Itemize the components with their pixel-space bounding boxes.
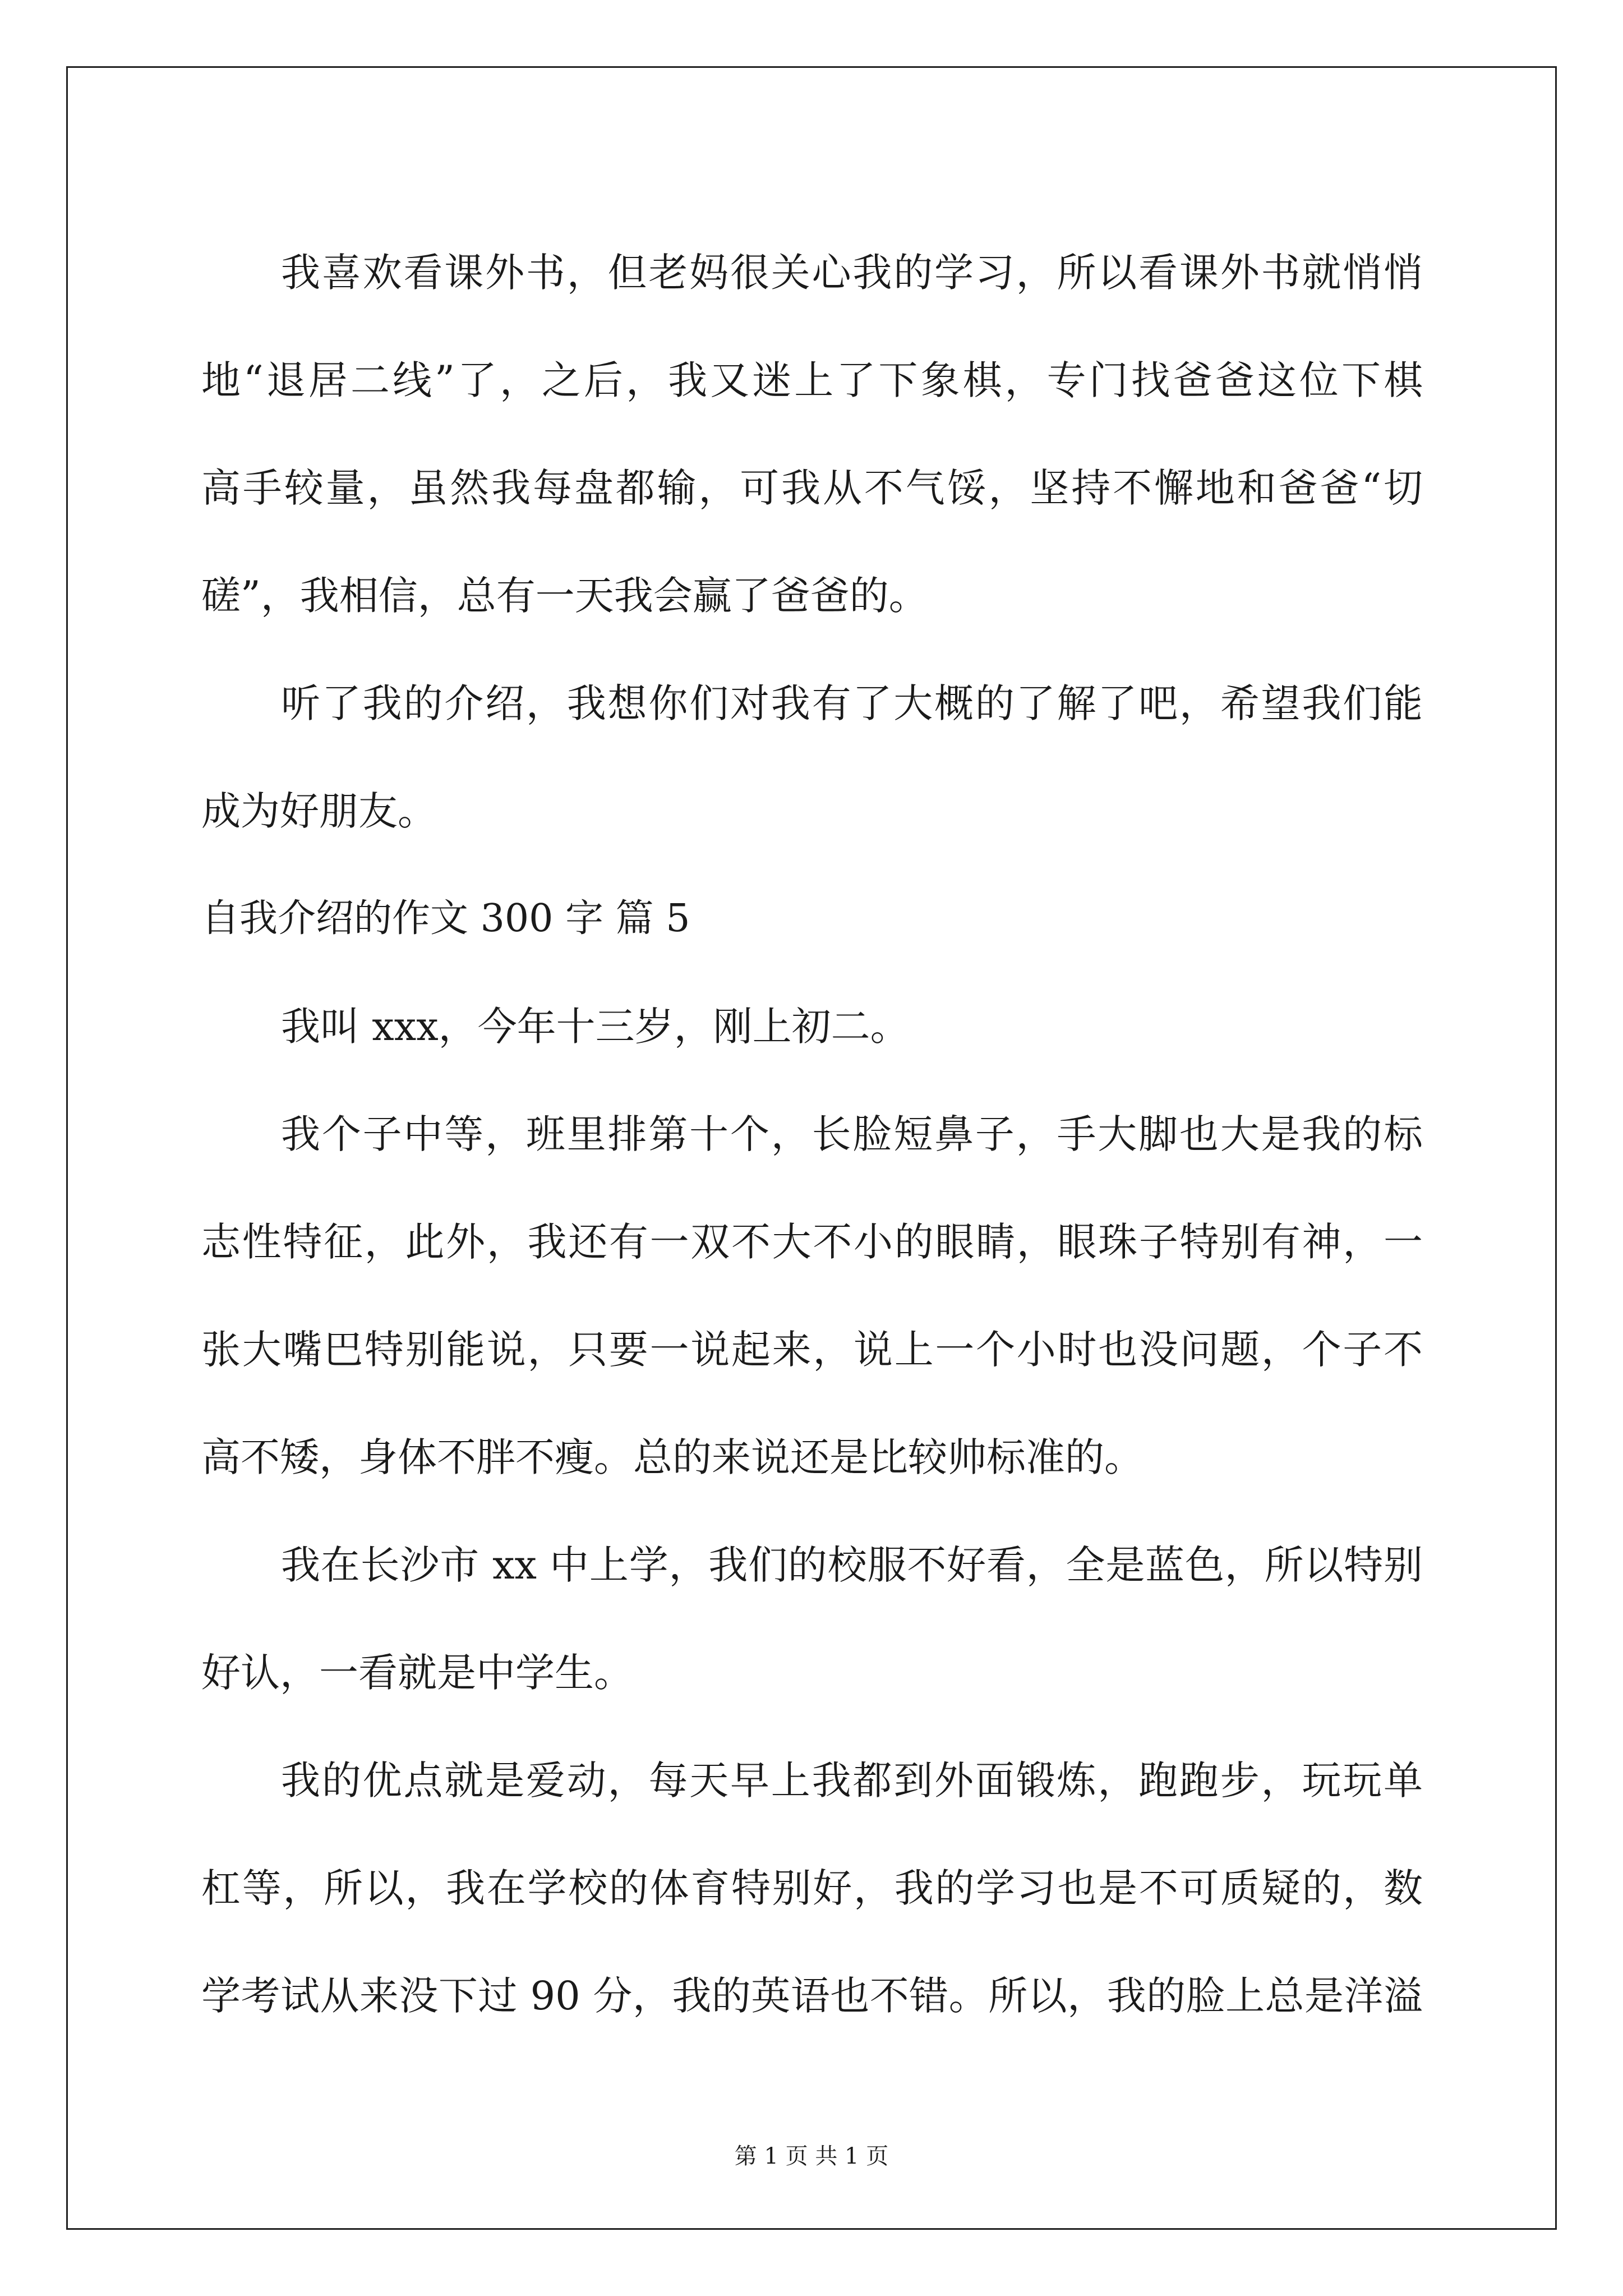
text-line: 好认，一看就是中学生。 [201, 1650, 633, 1696]
paragraph [201, 1511, 1423, 1727]
text-line: 成为好朋友。 [201, 788, 437, 834]
text-line: 我叫 xxx，今年十三岁，刚上初二。 [281, 1004, 910, 1050]
text-line: 高手较量，虽然我每盘都输，可我从不气馁，坚持不懈地和爸爸“切 [201, 465, 1423, 511]
text-line: 我的优点就是爱动，每天早上我都到外面锻炼，跑跑步，玩玩单 [281, 1757, 1423, 1803]
text-line: 磋”，我相信，总有一天我会赢了爸爸的。 [201, 573, 928, 619]
text-line: 我个子中等，班里排第十个，长脸短鼻子，手大脚也大是我的标 [281, 1111, 1423, 1157]
text-line: 听了我的介绍，我想你们对我有了大概的了解了吧，希望我们能 [281, 680, 1423, 726]
page-number: 第 1 页 共 1 页 [734, 2143, 889, 2169]
text-line: 学考试从来没下过 90 分，我的英语也不错。所以，我的脸上总是洋溢 [201, 1973, 1423, 2019]
text-line: 地“退居二线”了，之后，我又迷上了下象棋，专门找爸爸这位下棋 [201, 357, 1423, 403]
paragraph [201, 219, 1423, 650]
section-heading: 自我介绍的作文 300 字 篇 5 [201, 896, 690, 941]
page-footer [0, 2138, 1623, 2170]
paragraph [201, 1080, 1423, 1511]
text-line: 高不矮，身体不胖不瘦。总的来说还是比较帅标准的。 [201, 1434, 1144, 1480]
document-body [201, 219, 1423, 2050]
text-line: 我在长沙市 xx 中上学，我们的校服不好看，全是蓝色，所以特别 [281, 1542, 1423, 1588]
paragraph [201, 973, 1423, 1080]
text-line: 杠等，所以，我在学校的体育特别好，我的学习也是不可质疑的，数 [201, 1865, 1423, 1911]
text-line: 张大嘴巴特别能说，只要一说起来，说上一个小时也没问题，个子不 [201, 1327, 1423, 1373]
text-line: 志性特征，此外，我还有一双不大不小的眼睛，眼珠子特别有神，一 [201, 1219, 1423, 1265]
paragraph [201, 650, 1423, 865]
paragraph [201, 1727, 1423, 2050]
text-line: 我喜欢看课外书，但老妈很关心我的学习，所以看课外书就悄悄 [281, 250, 1423, 296]
